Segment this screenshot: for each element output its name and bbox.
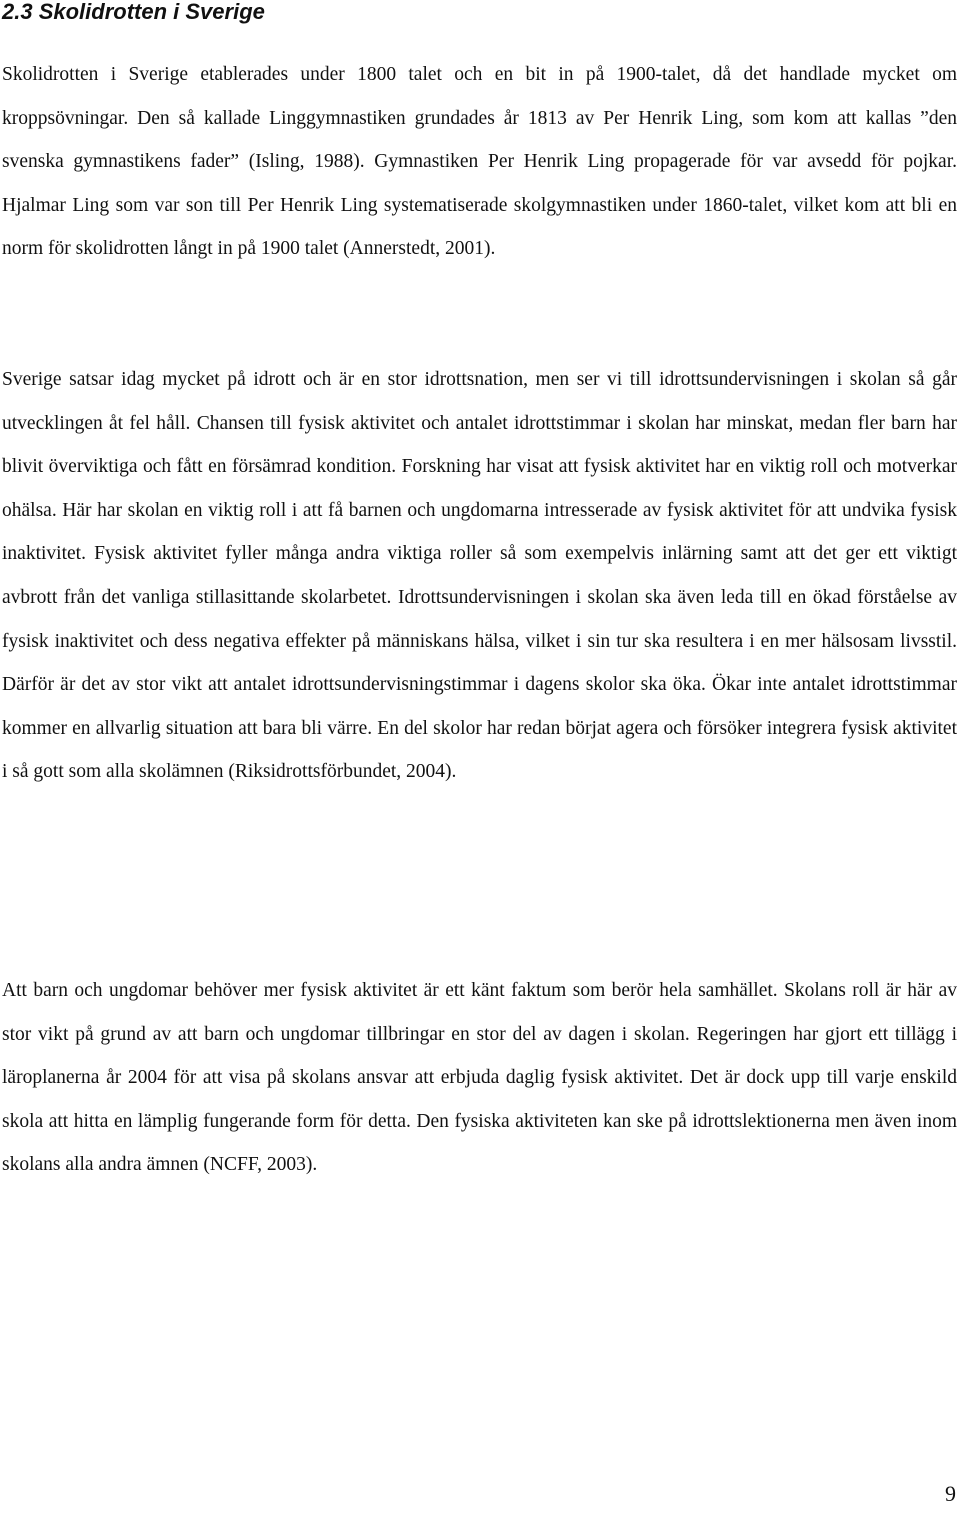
paragraph-history: Skolidrotten i Sverige etablerades under 1800 talet och en bit in på 1900-talet, då det handlade mycket om kroppsövningar. Den så kallade Linggymnastiken grundades år 1813 av Per Henrik Ling, som kom att kallas ”den svenska gymnastikens fader” (Isling, 1988). Gymnastiken Per Henrik Ling propagerade för var avsedd för pojkar. Hjalmar Ling som var son till Per Henrik Ling systematiserade skolgymnastiken under 1860-talet, vilket kom att bli en norm för skolidrotten långt in på 1900 talet (Annerstedt, 2001).: [2, 64, 957, 260]
paragraph-current-situation: Sverige satsar idag mycket på idrott och är en stor idrottsnation, men ser vi till idrottsundervisningen i skolan så går utvecklingen åt fel håll. Chansen till fysisk aktivitet och antalet idrottstimmar i skolan har minskat, medan fler barn har blivit överviktiga och fått en försämrad kondition. Forskning har visat att fysisk aktivitet har en viktig roll och motverkar ohälsa. Här har skolan en viktig roll i att få barnen och ungdomarna intresserade av fysisk aktivitet för att undvika fysisk inaktivitet. Fysisk aktivitet fyller många andra viktiga roller så som exempelvis inlärning samt att det ger ett viktigt avbrott från det vanliga stillasittande skolarbetet. Idrottsundervisningen i skolan ska även leda till en ökad förståelse av fysisk inaktivitet och dess negativa effekter på människans hälsa, vilket i sin tur ska resultera i en mer hälsosam livsstil. Därför är det av stor vikt att antalet idrottsundervisningstimmar i dagens skolor ska öka. Ökar inte antalet idrottstimmar kommer en allvarlig situation att bara bli värre. En del skolor har redan börjat agera och försöker integrera fysisk aktivitet i så gott som alla skolämnen (Riksidrottsförbundet, 2004).: [2, 369, 957, 783]
section-heading: 2.3 Skolidrotten i Sverige: [2, 0, 265, 24]
page-number: 9: [945, 1481, 956, 1506]
paragraph-curriculum: Att barn och ungdomar behöver mer fysisk aktivitet är ett känt faktum som berör hela samhället. Skolans roll är här av stor vikt på grund av att barn och ungdomar tillbringar en stor del av dagen i skolan. Regeringen har gjort ett tillägg i läroplanerna år 2004 för att visa på skolans ansvar att erbjuda daglig fysisk aktivitet. Det är dock upp till varje enskild skola att hitta en lämplig fungerande form för detta. Den fysiska aktiviteten kan ske på idrottslektionerna men även inom skolans alla andra ämnen (NCFF, 2003).: [2, 980, 957, 1176]
